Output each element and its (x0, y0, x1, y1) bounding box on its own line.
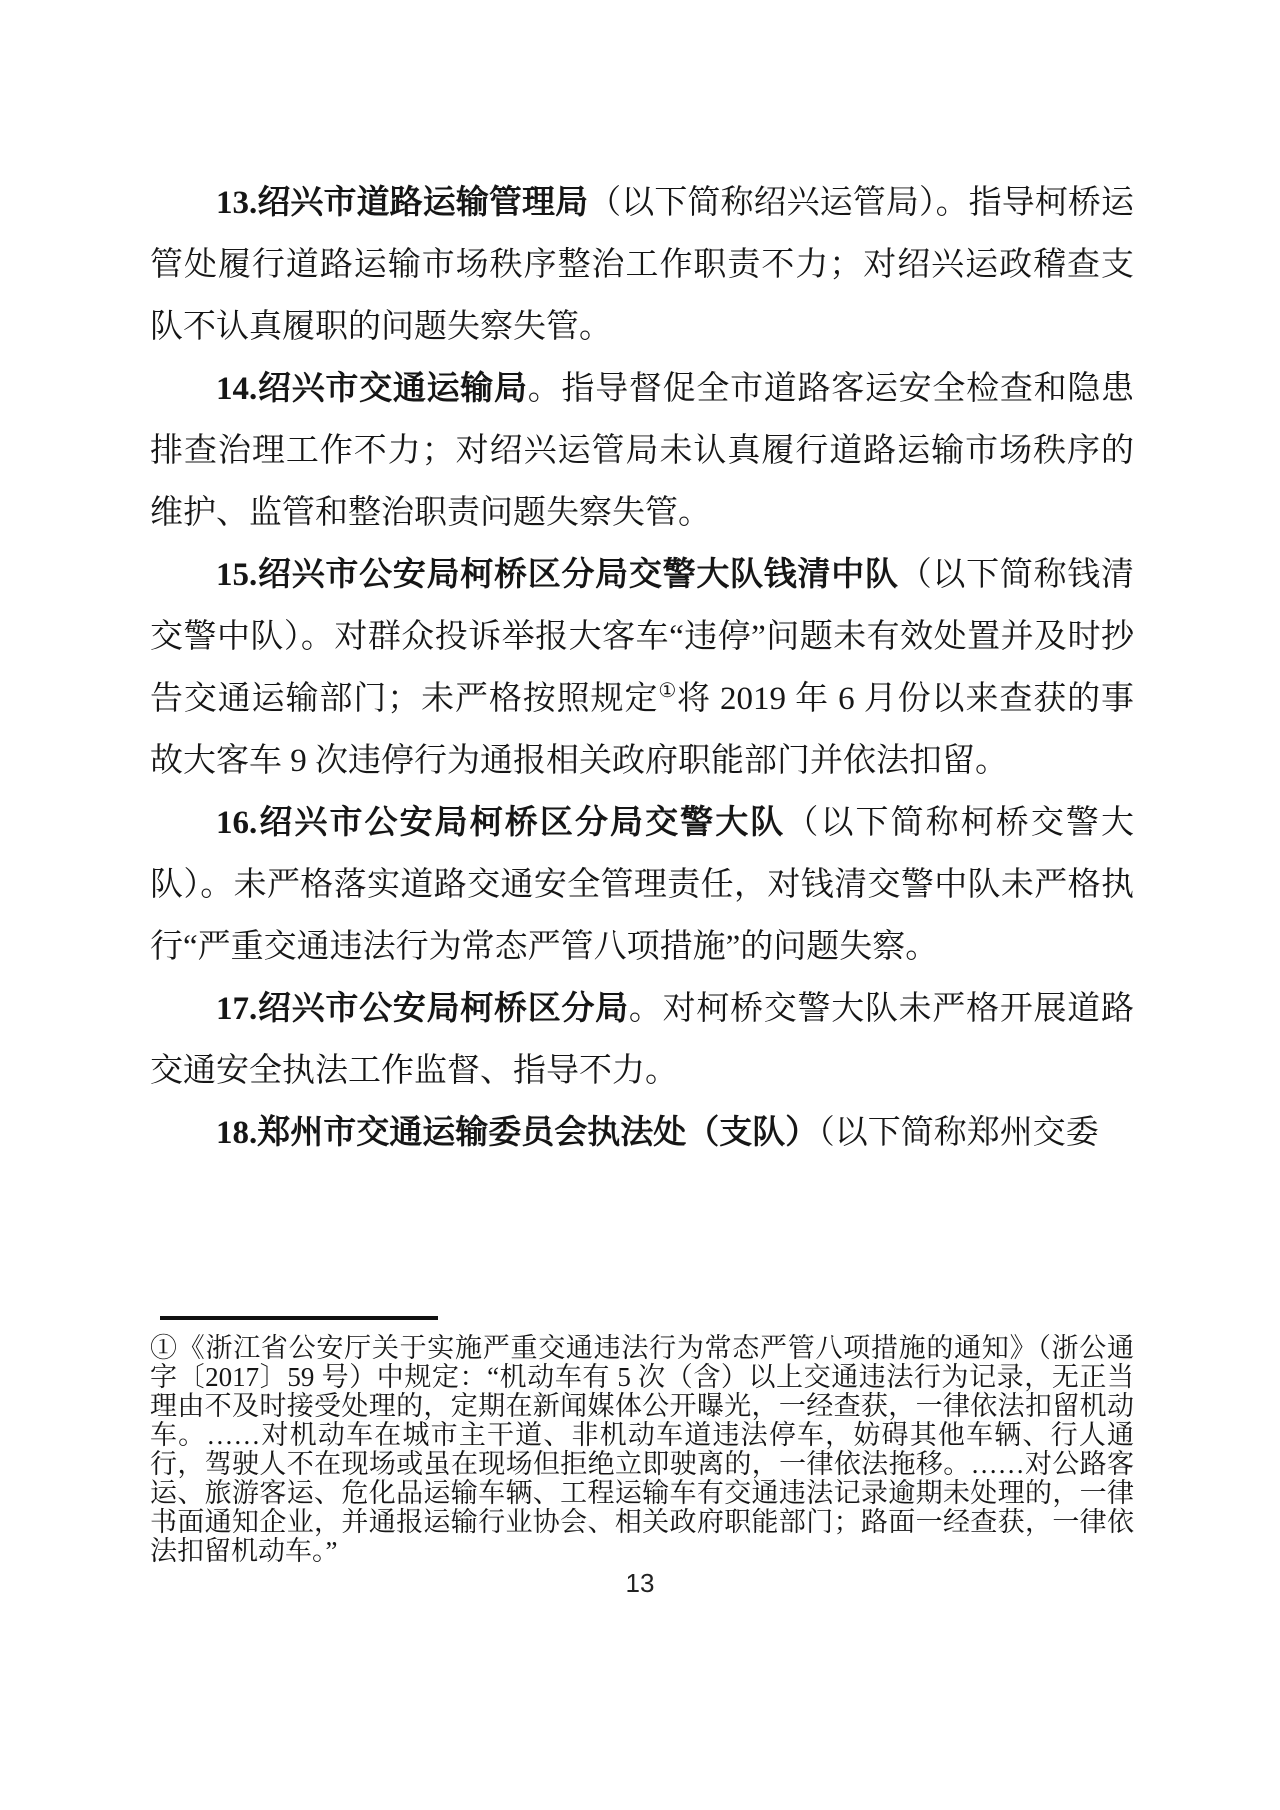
org-name-bold: 18.郑州市交通运输委员会执法处（支队） (216, 1115, 819, 1151)
footnote-text (150, 1334, 1134, 1566)
footnote-body: 《浙江省公安厅关于实施严重交通违法行为常态严管八项措施的通知》（浙公通字〔2017〕59 号）中规定：“机动车有 5 次（含）以上交通违法行为记录，无正当理由不及时接受处理的，定期在新闻媒体公开曝光，一经查获，一律依法扣留机动车。……对机动车在城市主干道、非机动车道违法停车，妨碍其他车辆、行人通行，驾驶人不在现场或虽在现场但拒绝立即驶离的，一律依法拖移。……对公路客运、旅游客运、危化品运输车辆、工程运输车有交通违法记录逾期未处理的，一律书面通知企业，并通报运输行业协会、相关政府职能部门；路面一经查获，一律依法扣留机动车。” (150, 1333, 1135, 1566)
paragraph-text: 将 2019 年 6 月份以来查获的事故大客车 9 次违停行为通报相关政府职能部门并依法扣留。 (150, 681, 1135, 779)
paragraph-15 (150, 544, 1134, 792)
org-name-bold: 14.绍兴市交通运输局 (216, 371, 528, 407)
paragraph-text: 。指导督促全市道路客运安全检查和隐患排查治理工作不力；对绍兴运管局未认真履行道路运输市场秩序的维护、监管和整治职责问题失察失管。 (150, 371, 1135, 531)
document-body (150, 172, 1134, 1164)
paragraph-text: （以下简称钱清交警中队）。对群众投诉举报大客车“违停”问题未有效处置并及时抄告交通运输部门；未严格按照规定 (150, 557, 1135, 717)
footnote-separator-rule (160, 1316, 438, 1320)
paragraph-text: （以下简称绍兴运管局）。指导柯桥运管处履行道路运输市场秩序整治工作职责不力；对绍兴运政稽查支队不认真履职的问题失察失管。 (150, 185, 1135, 345)
footnote-area (150, 1316, 1134, 1566)
paragraph-text: （以下简称郑州交委 (818, 1115, 1099, 1151)
org-name-bold: 13.绍兴市道路运输管理局 (216, 185, 589, 221)
paragraph-17 (150, 978, 1134, 1102)
paragraph-18 (150, 1102, 1134, 1164)
org-name-bold: 17.绍兴市公安局柯桥区分局 (216, 991, 629, 1027)
paragraph-text: （以下简称柯桥交警大队）。未严格落实道路交通安全管理责任，对钱清交警中队未严格执行“严重交通违法行为常态严管八项措施”的问题失察。 (150, 805, 1135, 965)
paragraph-text: 。对柯桥交警大队未严格开展道路交通安全执法工作监督、指导不力。 (150, 991, 1135, 1089)
paragraph-14 (150, 358, 1134, 544)
org-name-bold: 16.绍兴市公安局柯桥区分局交警大队 (216, 805, 786, 841)
footnote-marker: ① (150, 1333, 178, 1363)
paragraph-16 (150, 792, 1134, 978)
footnote-reference-mark: ① (658, 680, 677, 702)
paragraph-13 (150, 172, 1134, 358)
page-number: 13 (625, 1568, 655, 1598)
org-name-bold: 15.绍兴市公安局柯桥区分局交警大队钱清中队 (216, 557, 899, 593)
